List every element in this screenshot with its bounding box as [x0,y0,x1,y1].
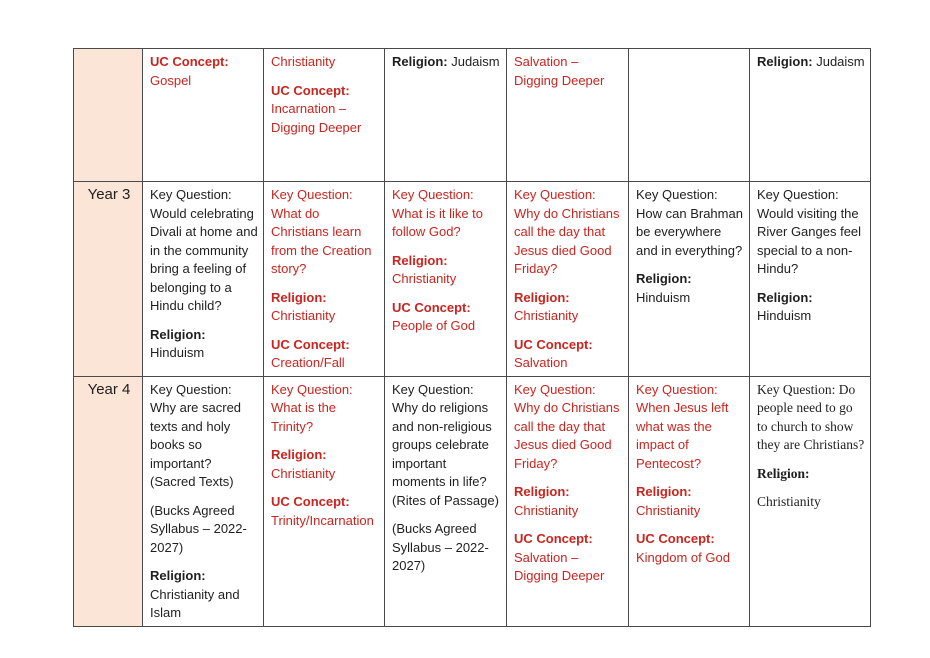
cell-paragraph: Religion: Christianity [271,447,336,481]
table-body [74,49,871,627]
cell-paragraph: Key Question: Would celebrating Divali at home and in the community bring a feeling of belonging to a Hindu child? [150,187,258,313]
cell-paragraph: Religion: Christianity [392,252,457,286]
cell-paragraph: UC Concept: Gospel [150,54,229,88]
cell-paragraph: UC Concept: Kingdom of God [636,531,730,565]
cell-paragraph: Salvation – Digging Deeper [514,54,605,88]
content-cell [750,182,871,377]
content-cell [507,376,629,626]
content-cell [143,182,264,377]
cell-paragraph: Key Question: Why are sacred texts and holy books so important? (Sacred Texts) [150,381,242,489]
content-cell [385,49,507,182]
content-cell [143,49,264,182]
cell-paragraph: Religion: Hinduism [150,326,206,360]
cell-paragraph: Key Question: How can Brahman be everywhere and in everything? [636,187,743,258]
cell-paragraph: Key Question: When Jesus left what was the impact of Pentecost? [636,381,729,471]
content-cell [143,376,264,626]
curriculum-table [73,48,871,627]
cell-paragraph: Religion: Hinduism [757,289,813,323]
cell-paragraph: (Bucks Agreed Syllabus – 2022-2027) [392,521,489,573]
cell-paragraph: Key Question: What is it like to follow God? [392,187,484,239]
cell-paragraph: Religion: [757,465,810,481]
content-cell [507,182,629,377]
cell-paragraph: UC Concept: Trinity/Incarnation [271,494,374,528]
content-cell [264,376,385,626]
content-cell [385,376,507,626]
cell-paragraph: UC Concept: Incarnation – Digging Deeper [271,82,362,135]
cell-paragraph: Religion: Judaism [757,54,865,69]
year-label: Year 4 [87,380,131,398]
cell-paragraph: Religion: Christianity [514,484,579,518]
cell-paragraph: Key Question: Do people need to go to church to show they are Christians? [757,381,865,452]
content-cell [385,182,507,377]
content-cell [507,49,629,182]
cell-paragraph: Religion: Judaism [392,54,500,69]
cell-paragraph: UC Concept: Creation/Fall [271,336,350,370]
table-row [74,376,871,626]
year-cell [74,376,143,626]
cell-paragraph: Key Question: Would visiting the River Ganges feel special to a non-Hindu? [757,187,862,276]
table-row [74,182,871,377]
year-cell [74,49,143,182]
cell-paragraph: Christianity [757,494,821,509]
cell-paragraph: Key Question: What is the Trinity? [271,381,353,434]
cell-paragraph: Key Question: Why do religions and non-religious groups celebrate important moments in life? (Rites of Passage) [392,381,499,508]
table-row [74,49,871,182]
content-cell [264,49,385,182]
cell-paragraph: Religion: Christianity [271,289,336,323]
content-cell [629,376,750,626]
cell-paragraph: Key Question: What do Christians learn from the Creation story? [271,187,372,276]
cell-paragraph: Key Question: Why do Christians call the day that Jesus died Good Friday? [514,187,620,276]
content-cell [750,376,871,626]
cell-paragraph: UC Concept: People of God [392,299,476,333]
content-cell [264,182,385,377]
cell-paragraph: Key Question: Why do Christians call the day that Jesus died Good Friday? [514,381,620,471]
cell-paragraph: UC Concept: Salvation – Digging Deeper [514,531,605,583]
year-cell [74,182,143,377]
cell-paragraph: Religion: Christianity and Islam [150,568,240,620]
cell-paragraph: Christianity [271,54,336,69]
content-cell [629,49,750,182]
content-cell [629,182,750,377]
year-label: Year 3 [87,186,131,203]
cell-paragraph: (Bucks Agreed Syllabus – 2022-2027) [150,502,247,555]
cell-paragraph: Religion: Hinduism [636,271,692,305]
cell-paragraph: Religion: Christianity [636,484,701,518]
cell-paragraph: UC Concept: Salvation [514,336,593,370]
content-cell [750,49,871,182]
cell-paragraph: Religion: Christianity [514,289,579,323]
